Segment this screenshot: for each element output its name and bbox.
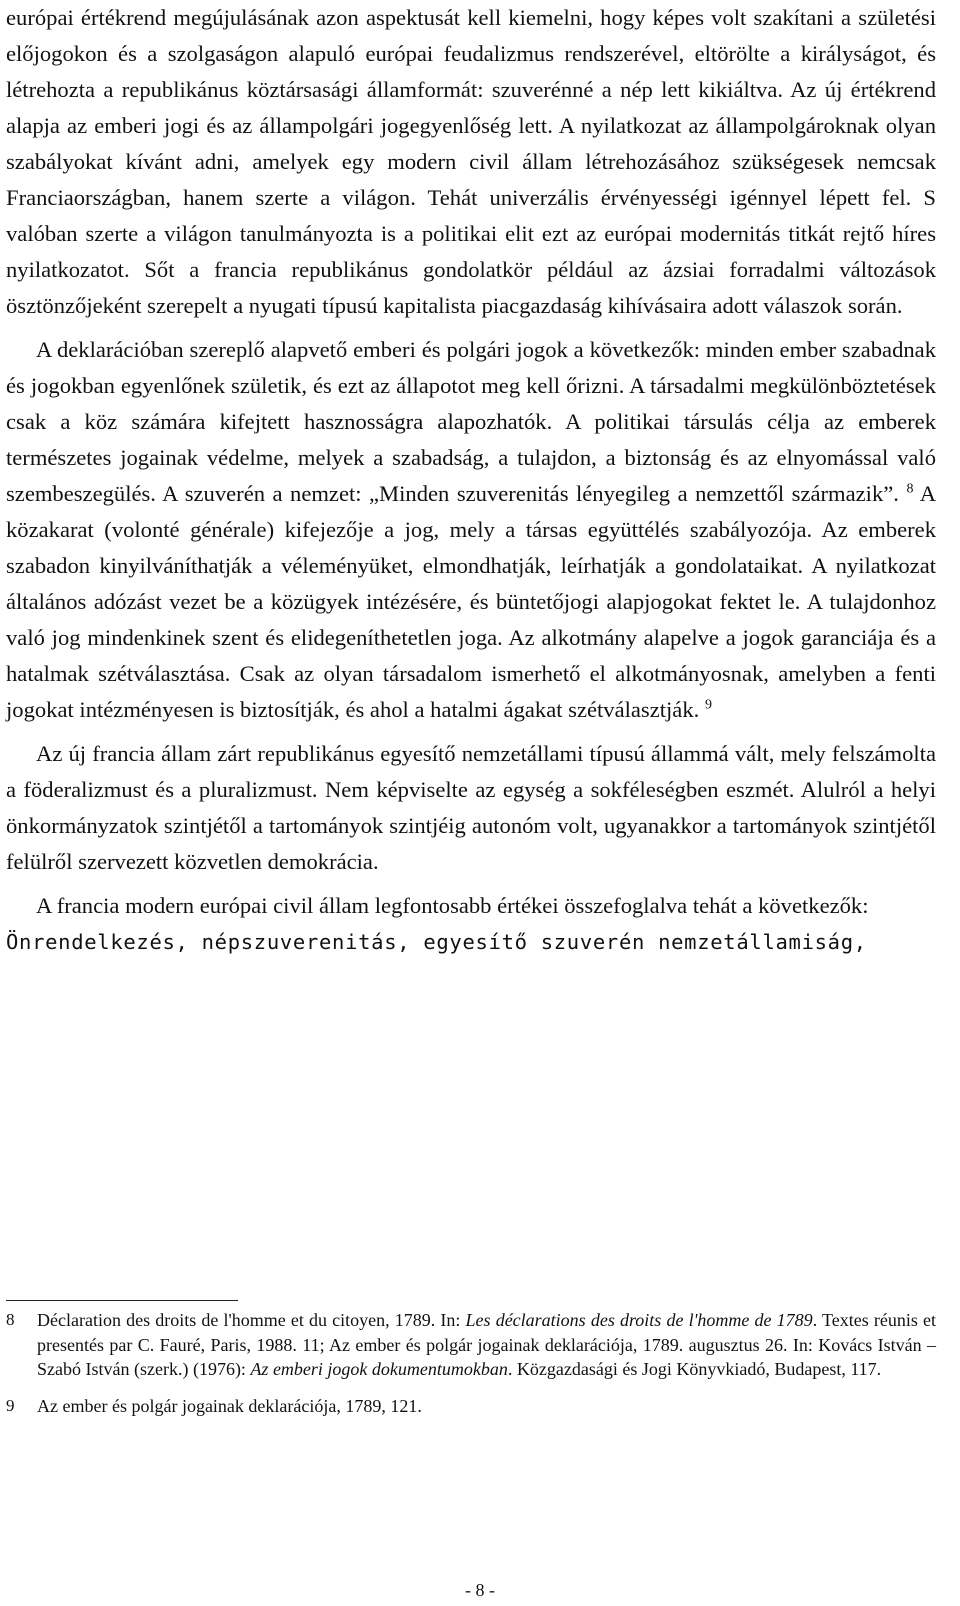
paragraph-1: európai értékrend megújulásának azon aspektusát kell kiemelni, hogy képes volt szakítani a születési előjogokon és a szolgaságon alapuló európai feudalizmus rendszerével, eltörölte a királyságot, és létrehozta a republikánus köztársasági államformát: szuverénné a nép lett kikiáltva. Az új értékrend alapja az emberi jogi és az állampolgári jogegyenlőség lett. A nyilatkozat az állampolgároknak olyan szabályokat kívánt adni, amelyek egy modern civil állam létrehozásához szükségesek nemcsak Franciaországban, hanem szerte a világon. Tehát univerzális érvényességi igénnyel lépett fel. S valóban szerte a világon tanulmányozta is a politikai elit ezt az európai modernitás titkát rejtő híres nyilatkozatot. Sőt a francia republikánus gondolatkör például az ázsiai forradalmi változások ösztönzőjeként szerepelt a nyugati típusú kapitalista piacgazdaság kihívásaira adott válaszok során. xyxy=(6,5,936,318)
main-text xyxy=(6,0,936,960)
paragraph-2 xyxy=(6,332,936,728)
footnote-text-part: . Textes réunis et presentés par C. Fauré, Paris, 1988. 11; Az ember és polgár jogainak deklarációja, 1789. augusztus 26. In: Kovács István – Szabó István (szerk.) (1976): xyxy=(37,1310,936,1379)
footnotes xyxy=(6,1308,936,1418)
footnote-ref-8[interactable]: 8 xyxy=(906,481,914,497)
footnote-text-part: . Közgazdasági és Jogi Könyvkiadó, Budapest, 117. xyxy=(507,1359,882,1379)
paragraph-2-part-b: A közakarat (volonté générale) kifejezője a jog, mely a társas együttélés szabályozója. Az emberek szabadon kinyilváníthatják a véleményüket, elmondhatják, leírhatják a gondolataikat. A nyilatkozat általános adózást vezet be a közügyek intézésére, és büntetőjogi alapjogokat fektet le. A tulajdonhoz való jog mindenkinek szent és elidegeníthetetlen joga. Az alkotmány alapelve a jogok garanciája és a hatalmak szétválasztása. Csak az olyan társadalom ismerhető el alkotmányosnak, amelyben a fenti jogokat intézményesen is biztosítják, és ahol a hatalmi ágakat szétválasztják. xyxy=(6,481,937,722)
footnote-text xyxy=(37,1308,936,1382)
paragraph-5: Önrendelkezés, népszuverenitás, egyesítő szuverén nemzetállamiság, xyxy=(6,930,867,954)
footnote-8 xyxy=(6,1308,936,1382)
footnote-title-italic: Les déclarations des droits de l'homme de 1789 xyxy=(465,1310,813,1330)
footnote-ref-9[interactable]: 9 xyxy=(704,697,712,713)
footnote-text: Az ember és polgár jogainak deklarációja, 1789, 121. xyxy=(37,1395,422,1416)
footnote-text-part: Déclaration des droits de l'homme et du citoyen, 1789. In: xyxy=(37,1310,466,1330)
footnote-separator xyxy=(6,1300,238,1301)
footnote-number: 8 xyxy=(6,1310,15,1329)
footnote-9 xyxy=(6,1394,936,1419)
footnote-number: 9 xyxy=(6,1395,15,1415)
footnote-title-italic: Az emberi jogok dokumentumokban xyxy=(250,1359,508,1379)
paragraph-4: A francia modern európai civil állam legfontosabb értékei összefoglalva tehát a következők: xyxy=(36,893,869,918)
page-number: - 8 - xyxy=(465,1580,495,1600)
paragraph-2-part-a: A deklarációban szereplő alapvető emberi és polgári jogok a következők: minden ember szabadnak és jogokban egyenlőnek születik, és ezt az állapotot meg kell őrizni. A társadalmi megkülönböztetések csak a köz számára kifejtett hasznosságra alapozhatók. A politikai társulás célja az emberek természetes jogainak védelme, melyek a szabadság, a tulajdon, a biztonság és az elnyomással való szembeszegülés. A szuverén a nemzet: „Minden szuverenitás lényegileg a nemzettől származik”. xyxy=(6,337,936,506)
paragraph-3: Az új francia állam zárt republikánus egyesítő nemzetállami típusú állammá vált, mely felszámolta a föderalizmust és a pluralizmust. Nem képviselte az egység a sokféleségben eszmét. Alulról a helyi önkormányzatok szintjétől a tartományok szintjéig autonóm volt, ugyanakkor a tartományok szintjétől felülről szervezett közvetlen demokrácia. xyxy=(6,741,936,874)
